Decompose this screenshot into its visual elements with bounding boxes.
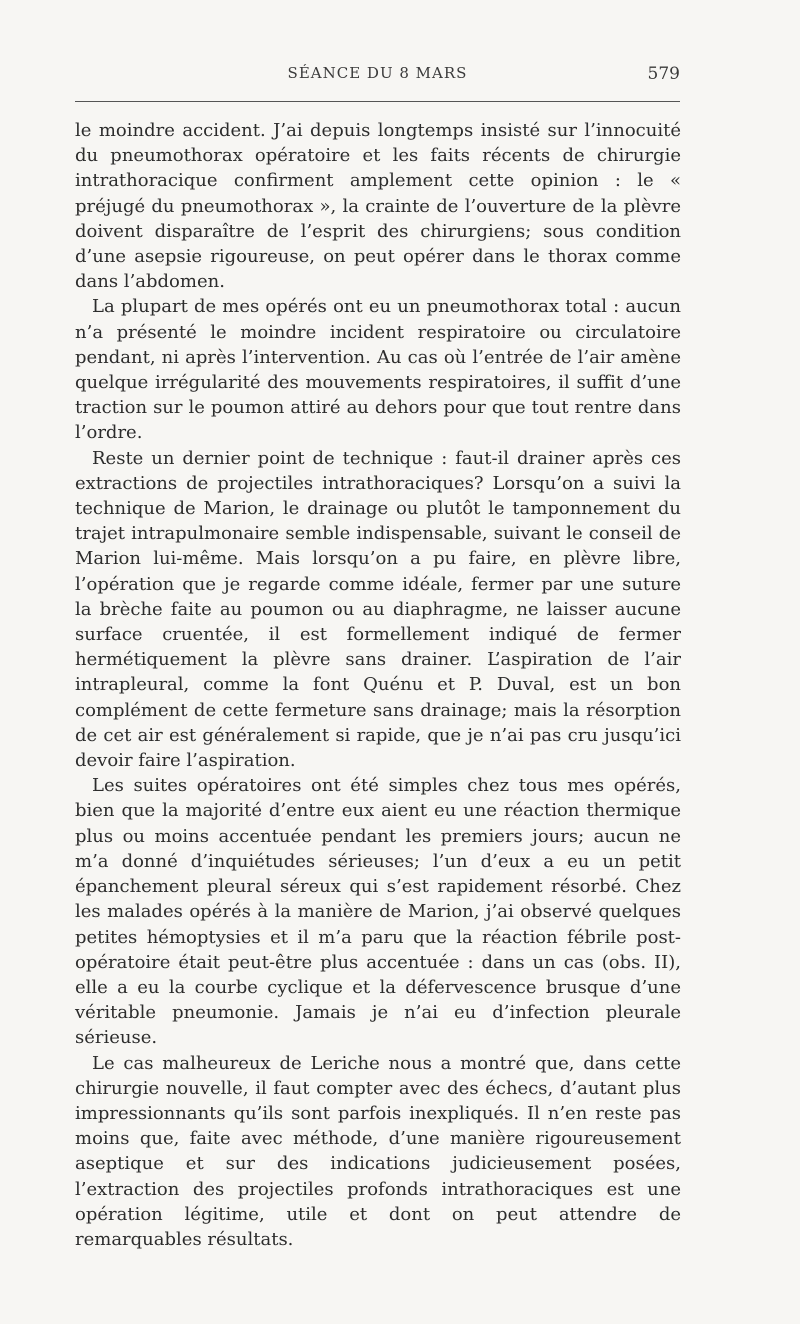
- paragraph-4: Les suites opératoires ont été simples chez tous mes opérés, bien que la majorité d’entre eux aient eu une réaction thermique plus ou moins accentuée pendant les premiers jours; aucun ne m’a donné d’inquiétudes sérieuses; l’un d’eux a eu un petit épanchement pleural séreux qui s’est rapidement résorbé. Chez les malades opérés à la manière de Marion, j’ai observé quelques petites hémoptysies et il m’a paru que la réaction fébrile post-opératoire était peut-être plus accentuée : dans un cas (obs. II), elle a eu la courbe cyclique et la défervescence brusque d’une véritable pneumonie. Jamais je n’ai eu d’infection pleurale sérieuse.: [75, 775, 681, 1049]
- paragraph-5: Le cas malheureux de Leriche nous a montré que, dans cette chirurgie nouvelle, il faut compter avec des échecs, d’autant plus impressionnants qu’ils sont parfois inexpliqués. Il n’en reste pas moins que, faite avec méthode, d’une manière rigoureusement aseptique et sur des indications judicieusement posées, l’extraction des projectiles profonds intrathoraciques est une opération légitime, utile et dont on peut attendre de remarquables résultats.: [75, 1052, 681, 1250]
- running-head: [75, 64, 680, 94]
- paragraph-3: Reste un dernier point de technique : faut-il drainer après ces extractions de projectiles intrathoraciques? Lorsqu’on a suivi la technique de Marion, le drainage ou plutôt le tamponnement du trajet intrapulmonaire semble indispensable, suivant le conseil de Marion lui-même. Mais lorsqu’on a pu faire, en plèvre libre, l’opération que je regarde comme idéale, fermer par une suture la brèche faite au poumon ou au diaphragme, ne laisser aucune surface cruentée, il est formellement indiqué de fermer hermétiquement la plèvre sans drainer. L’aspiration de l’air intrapleural, comme la font Quénu et P. Duval, est un bon complément de cette fermeture sans drainage; mais la résorption de cet air est généralement si rapide, que je n’ai pas cru jusqu’ici devoir faire l’aspiration.: [75, 447, 681, 772]
- header-rule: [75, 101, 680, 102]
- body-text: [75, 118, 681, 1252]
- paragraph-2: La plupart de mes opérés ont eu un pneumothorax total : aucun n’a présenté le moindre incident respiratoire ou circulatoire pendant, ni après l’intervention. Au cas où l’entrée de l’air amène quelque irrégularité des mouvements respiratoires, il suffit d’une traction sur le poumon attiré au dehors pour que tout rentre dans l’ordre.: [75, 296, 681, 444]
- paragraph-1: le moindre accident. J’ai depuis longtemps insisté sur l’innocuité du pneumothorax opératoire et les faits récents de chirurgie intrathoracique confirment amplement cette opinion : le « préjugé du pneumothorax », la crainte de l’ouverture de la plèvre doivent disparaître de l’esprit des chirurgiens; sous condition d’une asepsie rigoureuse, on peut opérer dans le thorax comme dans l’abdomen.: [75, 120, 681, 293]
- running-title: SÉANCE DU 8 MARS: [287, 64, 468, 82]
- page-number: 579: [647, 64, 680, 84]
